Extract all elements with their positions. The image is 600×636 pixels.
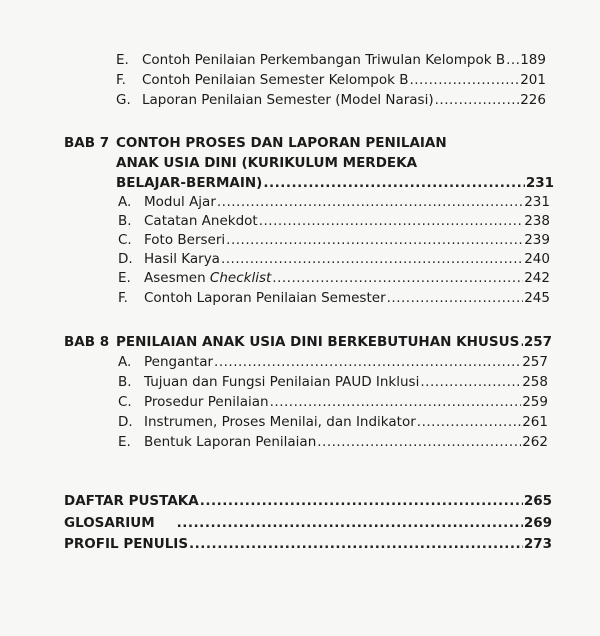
- dot-leader: [226, 231, 523, 249]
- toc-entry-page: 262: [522, 434, 548, 450]
- toc-entry-title: Contoh Penilaian Perkembangan Triwulan Kelompok B: [142, 52, 506, 68]
- toc-entry-letter: F.: [116, 72, 126, 88]
- back-matter-page: 265: [523, 493, 552, 509]
- toc-entry-title: [144, 269, 271, 287]
- dot-leader: [259, 212, 524, 230]
- toc-entry[interactable]: [118, 289, 550, 307]
- toc-entry[interactable]: [118, 193, 550, 211]
- dot-leader: [214, 353, 521, 371]
- toc-entry[interactable]: [118, 433, 548, 451]
- back-matter-title: DAFTAR PUSTAKA: [64, 493, 199, 509]
- toc-entry-title: Instrumen, Proses Menilai, dan Indikator: [144, 414, 416, 430]
- toc-entry-page: 242: [524, 270, 550, 286]
- toc-entry-page: 257: [522, 354, 548, 370]
- dot-leader: [200, 492, 523, 510]
- dot-leader: [387, 289, 524, 307]
- dot-leader: [520, 333, 523, 351]
- chapter-label-bab8: BAB 8: [64, 334, 110, 350]
- toc-entry[interactable]: [116, 91, 546, 109]
- toc-entry[interactable]: [118, 413, 548, 431]
- dot-leader: [409, 71, 519, 89]
- toc-entry-page: 259: [522, 394, 548, 410]
- toc-entry-letter: F.: [118, 290, 128, 306]
- toc-entry-letter: A.: [118, 194, 132, 210]
- toc-entry-letter: B.: [118, 213, 132, 229]
- toc-entry-page: 201: [520, 72, 546, 88]
- toc-entry-letter: E.: [116, 52, 129, 68]
- toc-entry[interactable]: [118, 393, 548, 411]
- toc-entry-letter: D.: [118, 251, 133, 267]
- back-matter-page: 273: [523, 536, 552, 552]
- chapter-title-line3[interactable]: [116, 174, 554, 192]
- toc-entry-letter: G.: [116, 92, 131, 108]
- dot-leader: [435, 91, 520, 109]
- toc-entry-title: Hasil Karya: [144, 251, 220, 267]
- toc-entry-page: 239: [524, 232, 550, 248]
- toc-entry-title: Contoh Penilaian Semester Kelompok B: [142, 72, 409, 88]
- toc-entry-page: 258: [522, 374, 548, 390]
- dot-leader: [417, 413, 521, 431]
- toc-entry-letter: B.: [118, 374, 132, 390]
- chapter-title-text: PENILAIAN ANAK USIA DINI BERKEBUTUHAN KHUSUS: [116, 334, 520, 350]
- toc-entry[interactable]: [118, 250, 550, 268]
- chapter-title-bab8[interactable]: [116, 333, 552, 351]
- dot-leader: [270, 393, 522, 411]
- dot-leader: [263, 174, 525, 192]
- back-matter-glosarium[interactable]: [64, 514, 552, 532]
- back-matter-profil-penulis[interactable]: [64, 535, 552, 553]
- toc-entry[interactable]: [118, 269, 550, 287]
- toc-entry-page: 226: [520, 92, 546, 108]
- back-matter-daftar-pustaka[interactable]: [64, 492, 552, 510]
- chapter-title-text: BELAJAR-BERMAIN): [116, 175, 263, 191]
- toc-entry-page: 238: [524, 213, 550, 229]
- toc-entry-letter: C.: [118, 394, 132, 410]
- back-matter-title: GLOSARIUM: [64, 515, 155, 531]
- toc-entry-title: Catatan Anekdot: [144, 213, 258, 229]
- dot-leader: [420, 373, 521, 391]
- toc-entry[interactable]: [118, 353, 548, 371]
- toc-entry-title: Pengantar: [144, 354, 214, 370]
- dot-leader: [177, 514, 523, 532]
- toc-entry-title: Prosedur Penilaian: [144, 394, 269, 410]
- toc-entry[interactable]: [118, 231, 550, 249]
- toc-entry-title-prefix: Asesmen: [144, 270, 210, 286]
- toc-entry-title: Tujuan dan Fungsi Penilaian PAUD Inklusi: [144, 374, 420, 390]
- toc-entry-title: Foto Berseri: [144, 232, 226, 248]
- toc-entry-letter: D.: [118, 414, 133, 430]
- toc-entry-page: 240: [524, 251, 550, 267]
- toc-entry[interactable]: [118, 212, 550, 230]
- toc-entry-letter: C.: [118, 232, 132, 248]
- dot-leader: [217, 193, 523, 211]
- toc-entry[interactable]: [116, 51, 546, 69]
- chapter-title-line2[interactable]: ANAK USIA DINI (KURIKULUM MERDEKA: [116, 155, 418, 171]
- toc-entry-page: 189: [520, 52, 546, 68]
- toc-entry-page: 245: [524, 290, 550, 306]
- dot-leader: [272, 269, 523, 287]
- toc-entry-page: 261: [522, 414, 548, 430]
- toc-entry[interactable]: [118, 373, 548, 391]
- toc-entry-title: Contoh Laporan Penilaian Semester: [144, 290, 386, 306]
- chapter-page: 231: [525, 175, 554, 191]
- toc-entry-title: Bentuk Laporan Penilaian: [144, 434, 317, 450]
- toc-entry-letter: E.: [118, 434, 131, 450]
- dot-leader: [506, 51, 519, 69]
- back-matter-title: PROFIL PENULIS: [64, 536, 189, 552]
- toc-entry-title: Modul Ajar: [144, 194, 216, 210]
- dot-leader: [189, 535, 523, 553]
- chapter-label-bab7: BAB 7: [64, 135, 110, 151]
- toc-entry-title-italic: Checklist: [209, 270, 272, 286]
- dot-leader: [221, 250, 523, 268]
- chapter-title-line1[interactable]: CONTOH PROSES DAN LAPORAN PENILAIAN: [116, 135, 447, 151]
- chapter-page: 257: [523, 334, 552, 350]
- toc-entry-letter: E.: [118, 270, 131, 286]
- toc-entry[interactable]: [116, 71, 546, 89]
- toc-entry-title: Laporan Penilaian Semester (Model Narasi): [142, 92, 434, 108]
- back-matter-page: 269: [523, 515, 552, 531]
- dot-leader: [317, 433, 521, 451]
- toc-entry-letter: A.: [118, 354, 132, 370]
- toc-entry-page: 231: [524, 194, 550, 210]
